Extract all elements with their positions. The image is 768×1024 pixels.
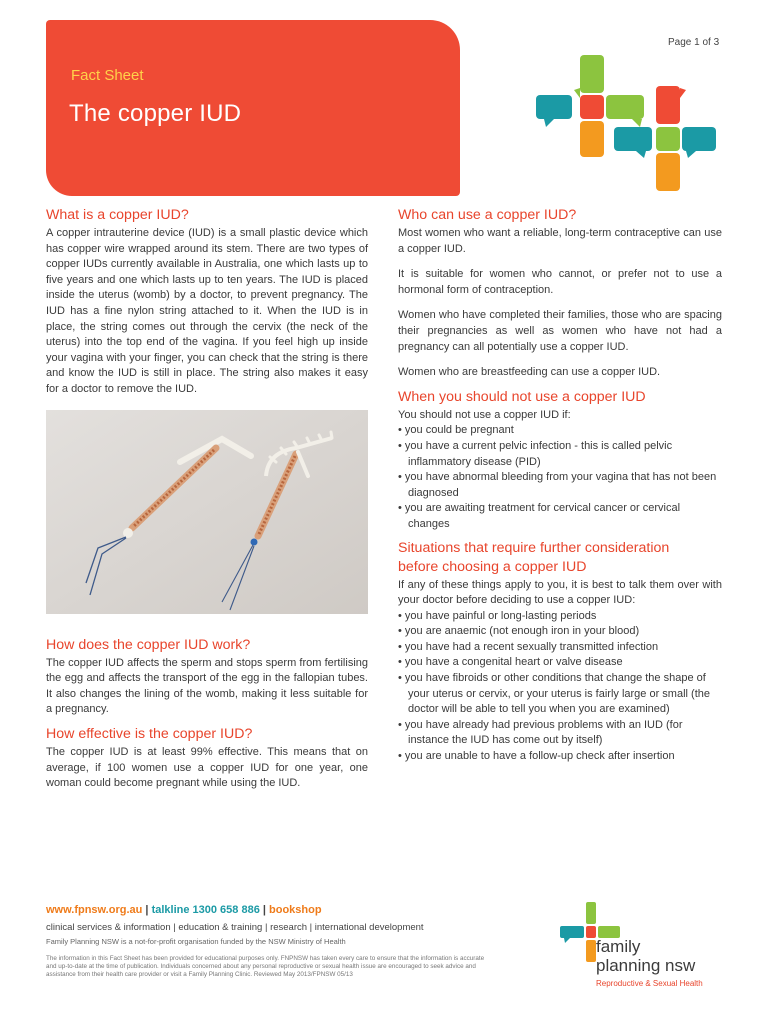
bookshop-link[interactable]: bookshop xyxy=(269,904,322,916)
section-text: Most women who want a reliable, long-term contraceptive can use a copper IUD. xyxy=(398,227,722,255)
fact-sheet-label: Fact Sheet xyxy=(71,67,144,84)
separator: | xyxy=(259,904,270,916)
footer-links xyxy=(46,904,526,916)
logo-line-1: family xyxy=(596,937,641,956)
section-heading: What is a copper IUD? xyxy=(46,207,189,223)
list-item: • you have fibroids or other conditions that change the shape of your uterus or cervix, or your uterus is fairly large or small (the doctor will be able to tell you when you are examined) xyxy=(398,671,722,718)
section-text: If any of these things apply to you, it is best to talk them over with your doctor before deciding to use a copper IUD: xyxy=(398,578,722,607)
section-heading: When you should not use a copper IUD xyxy=(398,388,646,405)
bullet-list xyxy=(398,423,722,532)
section-text: Women who are breastfeeding can use a copper IUD. xyxy=(398,366,661,379)
list-item: • you have already had previous problems with an IUD (for instance the IUD has come out by itself) xyxy=(398,718,722,749)
logo-tagline: Reproductive & Sexual Health xyxy=(596,979,703,988)
footer-funding-note: Family Planning NSW is a not-for-profit organisation funded by the NSW Ministry of Health xyxy=(46,937,346,946)
footer xyxy=(46,904,526,979)
list-item: • you have abnormal bleeding from your vagina that has not been diagnosed xyxy=(398,470,722,501)
section-text: You should not use a copper IUD if: xyxy=(398,408,571,421)
section-text: The copper IUD affects the sperm and stops sperm from fertilising the egg and affects the transport of the egg in the fallopian tubes. It also changes the lining of the womb, making it less suitable for a pregnancy. xyxy=(46,656,368,716)
list-item: • you are awaiting treatment for cervical cancer or cervical changes xyxy=(398,501,722,532)
list-item: • you are unable to have a follow-up check after insertion xyxy=(398,749,722,765)
website-link[interactable]: www.fpnsw.org.au xyxy=(46,904,143,916)
section-heading: How effective is the copper IUD? xyxy=(46,725,253,742)
bullet-list xyxy=(398,609,722,765)
footer-services: clinical services & information | education & training | research | international development xyxy=(46,922,424,933)
logo-line-2: planning nsw xyxy=(596,956,696,975)
section-text: Women who have completed their families, those who are spacing their pregnancies as well as women who have not had a pregnancy can all potentially use a copper IUD. xyxy=(398,309,722,353)
talkline-link[interactable]: talkline 1300 658 886 xyxy=(151,904,260,916)
page-number: Page 1 of 3 xyxy=(668,37,720,48)
section-heading: How does the copper IUD work? xyxy=(46,636,251,653)
list-item: • you have a current pelvic infection - this is called pelvic inflammatory disease (PID) xyxy=(398,439,722,470)
section-text: The copper IUD is at least 99% effective. This means that on average, if 100 women use a copper IUD for one year, one woman could become pregnant while using the IUD. xyxy=(46,745,368,790)
list-item: • you have painful or long-lasting periods xyxy=(398,609,722,625)
brand-cross-logo-icon xyxy=(536,48,716,193)
left-column xyxy=(46,206,368,792)
section-heading: Situations that require further consideration xyxy=(398,539,670,556)
page-title: The copper IUD xyxy=(69,100,242,127)
separator: | xyxy=(142,904,152,916)
copper-iud-photo xyxy=(46,410,368,614)
footer-disclaimer: The information in this Fact Sheet has been provided for educational purposes only. FNPNSW has taken every care to ensure that the information is accurate and up-to-date at the time of publication. Individuals concerned about any personal reproductive or sexual health issue are encouraged to seek advice and assistance from their health care provider or visit a Family Planning Clinic. Reviewed May 2013/FPNSW 05/13 xyxy=(46,955,485,978)
list-item: • you are anaemic (not enough iron in your blood) xyxy=(398,624,722,640)
list-item: • you could be pregnant xyxy=(398,423,722,439)
list-item: • you have had a recent sexually transmitted infection xyxy=(398,640,722,656)
header-banner xyxy=(46,20,460,196)
section-text: A copper intrauterine device (IUD) is a small plastic device which has copper wire wrapped around its stem. There are two types of copper IUDs currently available in Australia, one which lasts up to five years and one which lasts up to ten years. The IUD is placed inside the uterus (womb) by a doctor, to prevent pregnancy. The IUD has a fine nylon string attached to it. When the IUD is in place, the string comes out through the cervix (the neck of the uterus) into the top end of the vagina. If you feel high up inside your vagina with your finger, you can check that the string is there and know the IUD is still in place. The string also makes it easy for a doctor to remove the IUD. xyxy=(46,227,368,395)
section-text: It is suitable for women who cannot, or prefer not to use a hormonal form of contraception. xyxy=(398,268,722,296)
right-column xyxy=(398,206,722,765)
section-heading-line-2: before choosing a copper IUD xyxy=(398,558,587,575)
list-item: • you have a congenital heart or valve disease xyxy=(398,655,722,671)
logo-wordmark xyxy=(596,937,695,975)
section-heading: Who can use a copper IUD? xyxy=(398,207,577,223)
